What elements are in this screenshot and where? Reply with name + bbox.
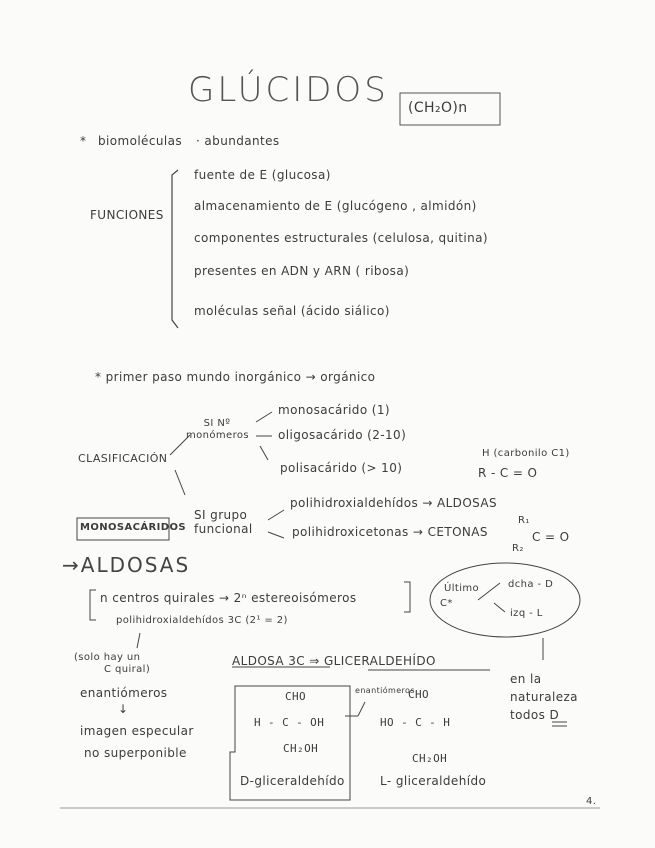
- d-gliceraldehido-name: D-gliceraldehído: [240, 774, 345, 788]
- imagen-line-1: imagen especular: [80, 724, 194, 738]
- aldosas-def: polihidroxialdehídos → ALDOSAS: [290, 496, 498, 510]
- l-middle: HO - C - H: [380, 716, 451, 729]
- r2-label: R₂: [512, 543, 524, 554]
- intro-item-2: · abundantes: [196, 134, 280, 148]
- ultimo-izq: izq - L: [510, 608, 543, 619]
- intro-bullet: *: [80, 134, 87, 148]
- imagen-line-2: no superponible: [84, 746, 187, 760]
- funcion-item: fuente de E (glucosa): [194, 168, 331, 182]
- funcion-item: presentes en ADN y ARN ( ribosa): [194, 264, 410, 278]
- aldosa-3c: ALDOSA 3C ⇒ GLICERALDEHÍDO: [232, 654, 436, 668]
- aldosas-heading: →ALDOSAS: [62, 553, 191, 577]
- solo-hay-line-1: (solo hay un: [74, 652, 141, 663]
- r1-label: R₁: [518, 515, 530, 526]
- primer-paso: * primer paso mundo inorgánico → orgánico: [95, 370, 376, 384]
- grupo-funcional: SI grupo funcional: [194, 508, 253, 536]
- enantiomeros-small: enantiómeros: [355, 686, 415, 695]
- clasificacion-label: CLASIFICACIÓN: [78, 452, 168, 465]
- naturaleza-line-3: todos D: [510, 708, 560, 722]
- l-cho: CHO: [408, 688, 430, 701]
- polihidro-3c: polihidroxialdehídos 3C (2¹ = 2): [116, 615, 288, 626]
- centros-quirales: n centros quirales → 2ⁿ estereoisómeros: [100, 591, 357, 605]
- por-numero: SI Nº monómeros: [186, 418, 250, 441]
- d-cho: CHO: [285, 690, 307, 703]
- solo-hay-line-2: C quiral): [104, 664, 151, 675]
- d-middle: H - C - OH: [254, 716, 325, 729]
- aldehido-formula: R - C = O: [478, 466, 538, 480]
- oligosacarido: oligosacárido (2-10): [278, 428, 407, 442]
- naturaleza-line-1: en la: [510, 672, 542, 686]
- intro-item-1: biomoléculas: [98, 134, 182, 148]
- ultimo-dcha: dcha - D: [508, 579, 554, 590]
- enantiomeros-left: enantiómeros: [80, 686, 168, 700]
- l-ch2oh: CH₂OH: [412, 752, 448, 765]
- page-title: GLÚCIDOS: [188, 70, 389, 110]
- funcion-item: almacenamiento de E (glucógeno , almidón): [194, 199, 477, 213]
- page-number: 4.: [586, 796, 597, 807]
- funciones-label: FUNCIONES: [90, 208, 164, 222]
- formula: (CH₂O)n: [408, 100, 468, 116]
- naturaleza-line-2: naturaleza: [510, 690, 578, 704]
- monosacaridos-label: MONOSACÁRIDOS: [80, 522, 186, 533]
- monosacarido: monosacárido (1): [278, 403, 390, 417]
- funcion-item: moléculas señal (ácido siálico): [194, 304, 390, 318]
- cetona-formula: C = O: [532, 530, 570, 544]
- branch-down: [175, 470, 185, 495]
- ultimo-line-2: C*: [440, 598, 453, 609]
- funciones-brace: [172, 170, 178, 328]
- polisacarido: polisacárido (> 10): [280, 461, 403, 475]
- arrow-down: ↓: [118, 702, 129, 716]
- carbonilo-note: H (carbonilo C1): [482, 448, 570, 459]
- funcion-item: componentes estructurales (celulosa, quitina): [194, 231, 488, 245]
- ultimo-line-1: Último: [444, 583, 480, 594]
- d-ch2oh: CH₂OH: [283, 742, 319, 755]
- l-gliceraldehido-name: L- gliceraldehído: [380, 774, 487, 788]
- cetonas-def: polihidroxicetonas → CETONAS: [292, 525, 488, 539]
